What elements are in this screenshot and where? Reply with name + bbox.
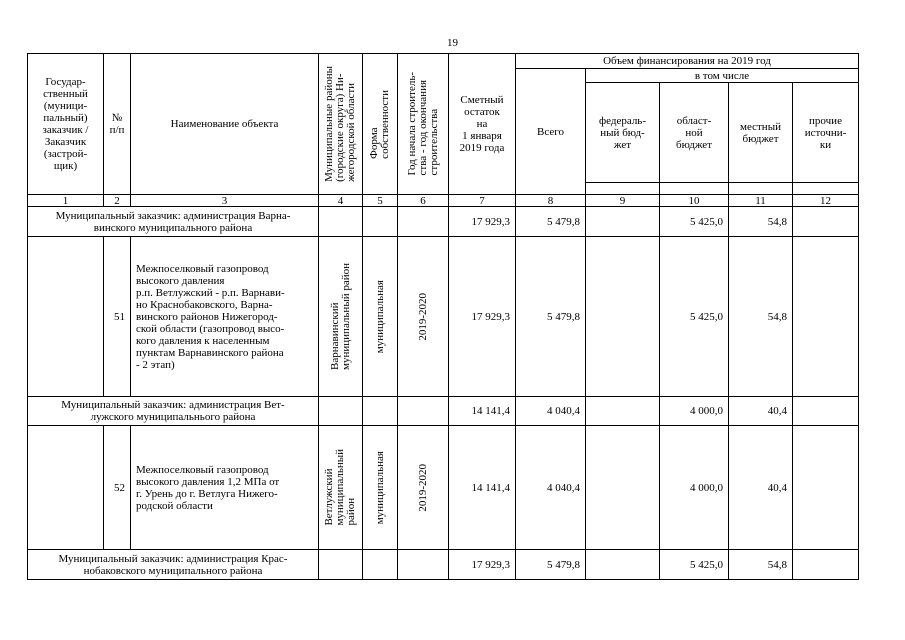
- group-regional: 5 425,0: [660, 550, 729, 580]
- group-estimate: 17 929,3: [449, 550, 516, 580]
- col-num: 6: [398, 195, 449, 207]
- table-row: [28, 426, 859, 550]
- item-federal: [586, 426, 660, 550]
- header-years-label: Год начала строитель- ства - год окончания строительства: [405, 72, 440, 176]
- item-district-label: Ветлужский муниципальный район: [323, 449, 357, 526]
- col-num: 9: [586, 195, 660, 207]
- group-total: 4 040,4: [516, 397, 586, 426]
- group-local: 40,4: [729, 397, 793, 426]
- item-estimate: 14 141,4: [449, 426, 516, 550]
- item-years: [398, 237, 449, 397]
- header-object-name: Наименование объекта: [131, 54, 319, 195]
- item-other: [793, 426, 859, 550]
- item-other: [793, 237, 859, 397]
- table-row: [28, 237, 859, 397]
- item-ownership: [363, 237, 398, 397]
- col-num: 4: [319, 195, 363, 207]
- header-ownership-label: Форма собственности: [368, 89, 391, 159]
- header-regional: област- ной бюджет: [660, 83, 729, 183]
- item-local: 54,8: [729, 237, 793, 397]
- item-num: 52: [104, 426, 131, 550]
- group-total: 5 479,8: [516, 550, 586, 580]
- group-regional: 4 000,0: [660, 397, 729, 426]
- header-districts: [319, 54, 363, 195]
- group-title: Муниципальный заказчик: администрация Варна- винского муниципального района: [28, 207, 319, 237]
- col-num: 7: [449, 195, 516, 207]
- col-num: 8: [516, 195, 586, 207]
- header-total: Всего: [516, 69, 586, 195]
- group-regional: 5 425,0: [660, 207, 729, 237]
- item-district-label: Варнавинский муниципальный район: [328, 263, 352, 370]
- header-ownership: [363, 54, 398, 195]
- item-federal: [586, 237, 660, 397]
- item-name: Межпоселковый газопровод высокого давления р.п. Ветлужский - р.п. Варнави- но Краснобаковского, Варна- винского районов Нижегород- ской области (газопровод высо- кого давления к населенным пунктам Варнавинского района - 2 этап): [131, 237, 319, 397]
- item-total: 5 479,8: [516, 237, 586, 397]
- group-title: Муниципальный заказчик: администрация Крас- нобаковского муниципального района: [28, 550, 319, 580]
- group-estimate: 14 141,4: [449, 397, 516, 426]
- group-federal: [586, 207, 660, 237]
- header-estimate: Сметный остаток на 1 января 2019 года: [449, 54, 516, 195]
- group-estimate: 17 929,3: [449, 207, 516, 237]
- group-title: Муниципальный заказчик: администрация Вет- лужского муниципальнього района: [28, 397, 319, 426]
- group-row: [28, 207, 859, 237]
- group-row: [28, 397, 859, 426]
- group-other: [793, 397, 859, 426]
- group-local: 54,8: [729, 207, 793, 237]
- item-local: 40,4: [729, 426, 793, 550]
- group-federal: [586, 550, 660, 580]
- group-row: [28, 550, 859, 580]
- header-including: в том числе: [586, 69, 859, 83]
- item-district: [319, 237, 363, 397]
- item-ownership-label: муниципальная: [373, 450, 386, 525]
- group-total: 5 479,8: [516, 207, 586, 237]
- item-num: 51: [104, 237, 131, 397]
- item-regional: 4 000,0: [660, 426, 729, 550]
- col-num: 12: [793, 195, 859, 207]
- col-num: 10: [660, 195, 729, 207]
- group-federal: [586, 397, 660, 426]
- header-federal: федераль- ный бюд- жет: [586, 83, 660, 183]
- col-num: 2: [104, 195, 131, 207]
- col-num: 3: [131, 195, 319, 207]
- col-num: 1: [28, 195, 104, 207]
- item-total: 4 040,4: [516, 426, 586, 550]
- group-local: 54,8: [729, 550, 793, 580]
- header-districts-label: Муниципальные районы (городские округа) Ни- жегородской области: [323, 66, 357, 182]
- item-ownership-label: муниципальная: [373, 279, 386, 354]
- item-years-label: 2019-2020: [416, 463, 429, 512]
- item-name: Межпоселковый газопровод высокого давления 1,2 МПа от г. Урень до г. Ветлуга Нижего- родской области: [131, 426, 319, 550]
- group-other: [793, 207, 859, 237]
- header-other: прочие источни- ки: [793, 83, 859, 183]
- item-district: [319, 426, 363, 550]
- item-estimate: 17 929,3: [449, 237, 516, 397]
- header-years: [398, 54, 449, 195]
- col-num: 11: [729, 195, 793, 207]
- header-financing: Объем финансирования на 2019 год: [516, 54, 859, 69]
- item-regional: 5 425,0: [660, 237, 729, 397]
- header-customer: Государ- ственный (муници- пальный) заказчик / Заказчик (застрой- щик): [28, 54, 104, 195]
- page-number: 19: [447, 37, 458, 49]
- group-other: [793, 550, 859, 580]
- item-years-label: 2019-2020: [416, 292, 429, 341]
- item-ownership: [363, 426, 398, 550]
- col-num: 5: [363, 195, 398, 207]
- item-years: [398, 426, 449, 550]
- header-local: местный бюджет: [729, 83, 793, 183]
- column-numbers-row: [28, 195, 859, 207]
- header-num: № п/п: [104, 54, 131, 195]
- financing-table: [27, 53, 859, 580]
